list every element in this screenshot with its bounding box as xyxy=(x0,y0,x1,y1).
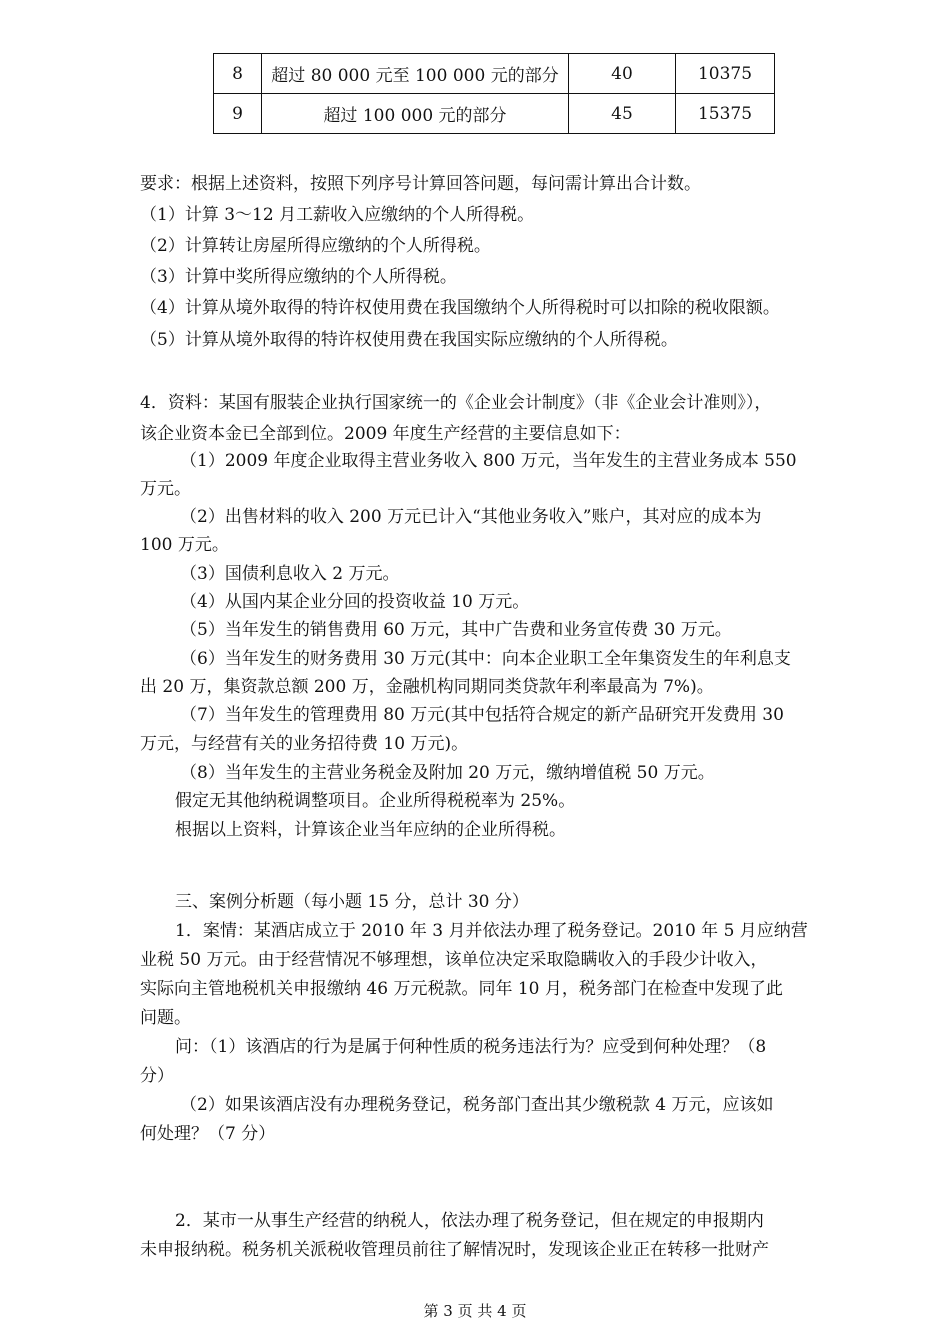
question-4-line: 4．资料：某国有服装企业执行国家统一的《企业会计制度》（非《企业会计准则》）， xyxy=(140,393,772,413)
case-1-line: 1．案情：某酒店成立于 2010 年 3 月并依法办理了税务登记。2010 年 5 月应纳营 xyxy=(175,921,808,941)
table-row xyxy=(214,94,775,134)
question-4-line: 万元，与经营有关的业务招待费 10 万元)。 xyxy=(140,734,469,754)
table-row xyxy=(214,54,775,94)
requirement-item: （5）计算从境外取得的特许权使用费在我国实际应缴纳的个人所得税。 xyxy=(140,330,678,350)
question-4-line: （5）当年发生的销售费用 60 万元，其中广告费和业务宣传费 30 万元。 xyxy=(180,620,732,640)
rate-cell: 45 xyxy=(569,94,676,134)
question-4-line: （2）出售材料的收入 200 万元已计入“其他业务收入”账户，其对应的成本为 xyxy=(180,507,762,527)
question-4-line: （1）2009 年度企业取得主营业务收入 800 万元，当年发生的主营业务成本 550 xyxy=(180,451,797,471)
case-1-line: 实际向主管地税机关申报缴纳 46 万元税款。同年 10 月，税务部门在检查中发现了此 xyxy=(140,979,783,999)
requirement-item: （4）计算从境外取得的特许权使用费在我国缴纳个人所得税时可以扣除的税收限额。 xyxy=(140,298,780,318)
deduction-cell: 10375 xyxy=(676,54,775,94)
question-4-line: （7）当年发生的管理费用 80 万元(其中包括符合规定的新产品研究开发费用 30 xyxy=(180,705,784,725)
deduction-cell: 15375 xyxy=(676,94,775,134)
question-4-line: 万元。 xyxy=(140,479,191,499)
requirement-item: （2）计算转让房屋所得应缴纳的个人所得税。 xyxy=(140,236,491,256)
requirement-item: （1）计算 3～12 月工薪收入应缴纳的个人所得税。 xyxy=(140,205,535,225)
case-1-line: （2）如果该酒店没有办理税务登记，税务部门查出其少缴税款 4 万元，应该如 xyxy=(180,1095,774,1115)
tax-rate-table xyxy=(213,53,775,134)
case-1-line: 分） xyxy=(140,1066,174,1086)
case-2-line: 未申报纳税。税务机关派税收管理员前往了解情况时，发现该企业正在转移一批财产 xyxy=(140,1240,769,1260)
question-4-line: （8）当年发生的主营业务税金及附加 20 万元，缴纳增值税 50 万元。 xyxy=(180,763,715,783)
page-number: 第 3 页 共 4 页 xyxy=(423,1302,527,1320)
question-4-line: （4）从国内某企业分回的投资收益 10 万元。 xyxy=(180,592,530,612)
requirement-item: （3）计算中奖所得应缴纳的个人所得税。 xyxy=(140,267,457,287)
case-1-line: 问题。 xyxy=(140,1008,191,1028)
question-4-line: 该企业资本金已全部到位。2009 年度生产经营的主要信息如下： xyxy=(140,424,631,444)
question-4-line: （3）国债利息收入 2 万元。 xyxy=(180,564,400,584)
case-2-line: 2．某市一从事生产经营的纳税人，依法办理了税务登记，但在规定的申报期内 xyxy=(175,1211,764,1231)
question-4-line: 100 万元。 xyxy=(140,535,229,555)
question-4-line: （6）当年发生的财务费用 30 万元(其中：向本企业职工全年集资发生的年利息支 xyxy=(180,649,791,669)
rate-cell: 40 xyxy=(569,54,676,94)
question-4-line: 出 20 万，集资款总额 200 万，金融机构同期同类贷款年利率最高为 7%)。 xyxy=(140,677,714,697)
case-1-line: 问：（1）该酒店的行为是属于何种性质的税务违法行为？应受到何种处理？（8 xyxy=(175,1037,767,1057)
level-cell: 8 xyxy=(214,54,262,94)
question-4-line: 根据以上资料，计算该企业当年应纳的企业所得税。 xyxy=(175,820,566,840)
section-heading: 三、案例分析题（每小题 15 分，总计 30 分） xyxy=(175,892,529,912)
question-4-line: 假定无其他纳税调整项目。企业所得税税率为 25%。 xyxy=(175,791,576,811)
case-1-line: 何处理？（7 分） xyxy=(140,1124,276,1144)
range-cell: 超过 100 000 元的部分 xyxy=(262,94,569,134)
case-1-line: 业税 50 万元。由于经营情况不够理想，该单位决定采取隐瞒收入的手段少计收入， xyxy=(140,950,768,970)
range-cell: 超过 80 000 元至 100 000 元的部分 xyxy=(262,54,569,94)
level-cell: 9 xyxy=(214,94,262,134)
requirement-text: 要求：根据上述资料，按照下列序号计算回答问题，每问需计算出合计数。 xyxy=(140,174,701,194)
